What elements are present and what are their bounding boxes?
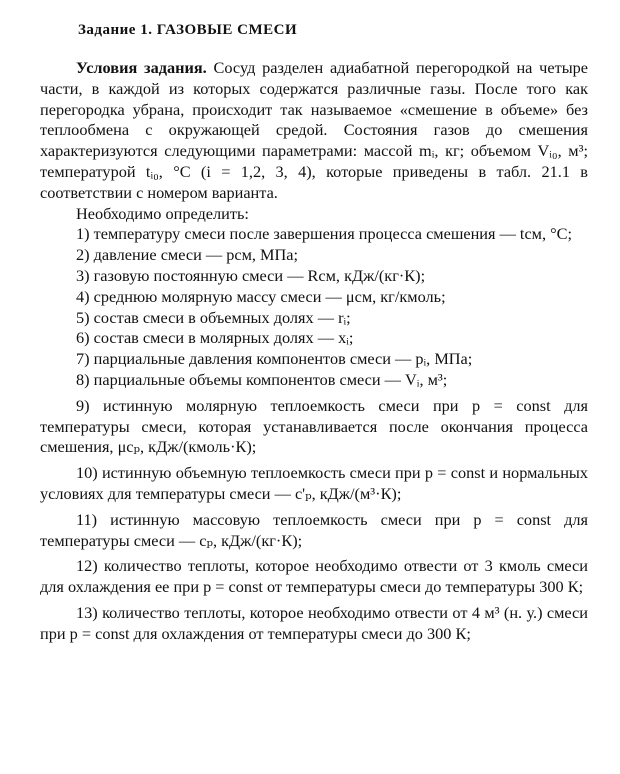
list-item: 2) давление смеси — pсм, МПа; [76,245,299,265]
list-item: 4) среднюю молярную массу смеси — μсм, кг/кмоль; [76,286,446,306]
list-item: 13) количество теплоты, которое необходимо отвести от 4 м³ (н. у.) смеси при p = const для охлаждения от температуры смеси до 300 К; [40,602,588,643]
conditions-lead: Условия задания. [76,58,207,77]
list-item: 6) состав смеси в молярных долях — xᵢ; [76,328,354,348]
list-item: 1) температуру смеси после завершения процесса смешения — tсм, °С; [76,224,573,244]
list-item: 8) парциальные объемы компонентов смеси — Vᵢ, м³; [76,369,448,389]
list-item: 11) истинную массовую теплоемкость смеси при p = const для температуры смеси — cₚ, кДж/(кг·К); [40,509,588,550]
list-item: 9) истинную молярную теплоемкость смеси при p = const для температуры смеси, которая устанавливается после окончания процесса смешения, μcₚ, кДж/(кмоль·К); [40,395,588,457]
list-item: 10) истинную объемную теплоемкость смеси при p = const и нормальных условиях для температуры смеси — c'ₚ, кДж/(м³·К); [40,463,588,503]
conditions-paragraph [40,58,588,204]
list-item: 7) парциальные давления компонентов смеси — pᵢ, МПа; [76,349,473,369]
intro-line: Необходимо определить: [76,203,249,223]
list-item: 3) газовую постоянную смеси — Rсм, кДж/(кг·К); [76,265,426,285]
task-heading: Задание 1. ГАЗОВЫЕ СМЕСИ [78,22,298,38]
list-item: 5) состав смеси в объемных долях — rᵢ; [76,307,351,327]
conditions-text: Сосуд разделен адиабатной перегородкой на четыре части, в каждой из которых содержатся различные газы. После того как перегородка убрана, происходит так называемое «смешение в объеме» без теплообмена с окружающей средой. Состояния газов до смешения характеризуются следующими параметрами: массой mᵢ, кг; объемом Vᵢ₀, м³; температурой tᵢ₀, °С (i = 1,2, 3, 4), которые приведены в табл. 21.1 в соответствии с номером варианта. [40,58,589,202]
list-item: 12) количество теплоты, которое необходимо отвести от 3 кмоль смеси для охлаждения ее при p = const от температуры смеси до температуры 300 К; [40,556,588,597]
task-text [40,58,588,645]
